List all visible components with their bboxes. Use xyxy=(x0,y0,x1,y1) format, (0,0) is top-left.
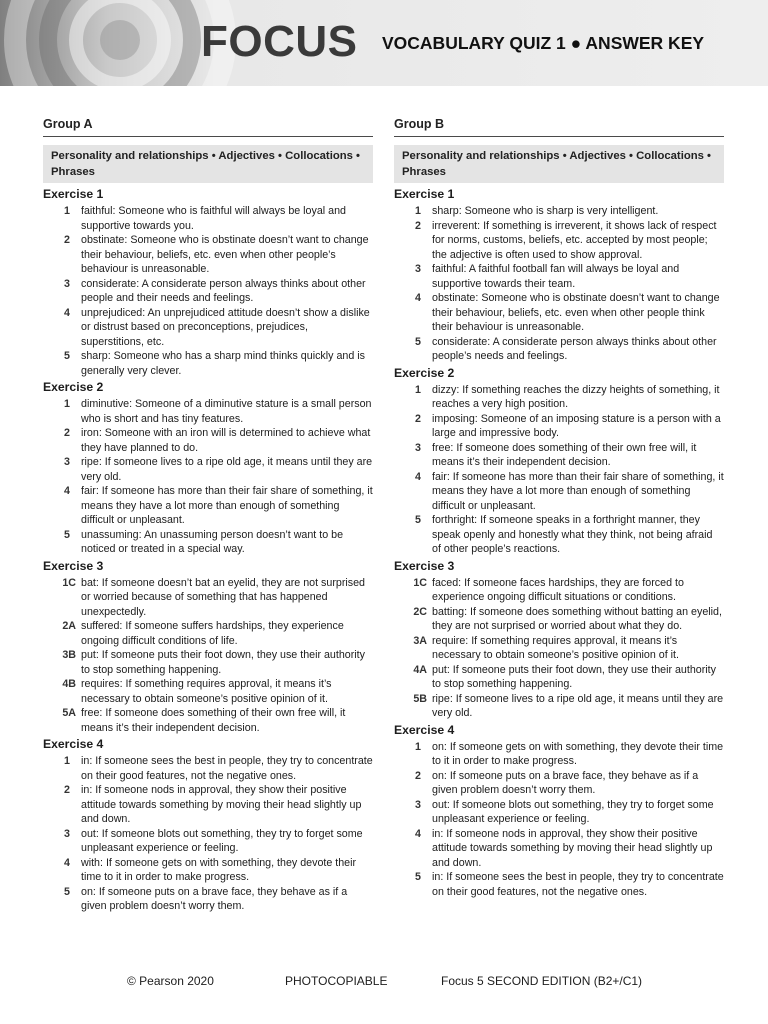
answer-number: 4 xyxy=(415,470,421,483)
answer-item xyxy=(394,383,724,412)
answer-number: 1 xyxy=(415,205,421,217)
answer-number: 4 xyxy=(64,485,70,497)
answer-item xyxy=(394,827,724,871)
answer-list xyxy=(394,204,724,364)
answer-text: unassuming: An unassuming person doesn’t want to be noticed or treated in a special way. xyxy=(81,528,344,555)
answer-number: 2 xyxy=(64,234,70,246)
answer-item xyxy=(394,470,724,514)
answer-text: with: If someone gets on with something, they devote their time to it in order to make progress. xyxy=(81,856,357,883)
answer-item xyxy=(394,692,724,721)
answer-list xyxy=(43,754,373,914)
answer-text: out: If someone blots out something, they try to forget some unpleasant experience or feeling. xyxy=(81,827,363,854)
answer-text: forthright: If someone speaks in a forthright manner, they speak openly and honestly what they think, not being afraid of other people’s reactions. xyxy=(432,514,713,555)
answer-text: ripe: If someone lives to a ripe old age, it means until they are very old. xyxy=(432,692,724,719)
answer-text: dizzy: If something reaches the dizzy heights of something, it reaches a very high position. xyxy=(432,383,720,410)
answer-number: 5 xyxy=(415,335,421,348)
answer-list xyxy=(43,397,373,557)
answer-list xyxy=(43,204,373,378)
answer-number: 3 xyxy=(415,263,421,275)
answer-text: considerate: A considerate person always thinks about other people’s needs and feelings. xyxy=(432,335,717,362)
answer-item xyxy=(394,335,724,364)
answer-item xyxy=(43,484,373,528)
answer-item xyxy=(394,798,724,827)
answer-text: fair: If someone has more than their fair share of something, it means they have a lot more than enough of something difficult or unpleasant. xyxy=(432,470,724,512)
answer-item xyxy=(394,769,724,798)
answer-list xyxy=(394,576,724,721)
exercise-title: Exercise 3 xyxy=(394,558,455,573)
exercise-title: Exercise 2 xyxy=(394,365,455,380)
answer-item xyxy=(43,528,373,557)
answer-list xyxy=(394,383,724,557)
answer-item xyxy=(43,827,373,856)
answer-number: 1 xyxy=(64,205,70,217)
answer-text: in: If someone nods in approval, they show their positive attitude towards something by moving their head slightly up and down. xyxy=(81,784,362,825)
answer-item xyxy=(394,634,724,663)
answer-text: faithful: Someone who is faithful will always be loyal and supportive towards you. xyxy=(81,205,346,232)
answer-text: free: If someone does something of their own free will, it means it’s their independent decision. xyxy=(81,707,346,734)
answer-text: suffered: If someone suffers hardships, they experience ongoing difficult conditions of life. xyxy=(81,620,344,647)
answer-text: diminutive: Someone of a diminutive stature is a small person who is short and has tiny features. xyxy=(81,398,372,425)
answer-item xyxy=(394,204,724,219)
answer-number: 1C xyxy=(62,576,76,589)
answer-text: on: If someone puts on a brave face, they behave as if a given problem doesn’t worry them. xyxy=(432,769,699,796)
answer-item xyxy=(43,885,373,914)
answer-item xyxy=(394,576,724,605)
topic-banner: Personality and relationships • Adjectives • Collocations • Phrases xyxy=(394,145,724,183)
answer-number: 2 xyxy=(415,412,421,425)
answer-number: 2 xyxy=(64,784,70,796)
answer-text: unprejudiced: An unprejudiced attitude doesn’t show a dislike or distrust based on preconceptions, prejudices, superstitions, etc. xyxy=(81,306,370,348)
answer-text: free: If someone does something of their own free will, it means it’s their independent decision. xyxy=(432,441,697,468)
answer-item xyxy=(43,619,373,648)
answer-text: on: If someone puts on a brave face, they behave as if a given problem doesn’t worry them. xyxy=(81,885,348,912)
exercise-title: Exercise 4 xyxy=(394,722,455,737)
answer-text: in: If someone sees the best in people, they try to concentrate on their good features, not the negative ones. xyxy=(432,871,724,898)
answer-number: 5B xyxy=(413,692,427,705)
exercise-title: Exercise 2 xyxy=(43,380,104,394)
answer-item xyxy=(394,412,724,441)
answer-number: 3 xyxy=(64,456,70,468)
answer-number: 5A xyxy=(62,707,76,719)
focus-logo: FOCUS xyxy=(201,17,358,66)
answer-item xyxy=(43,754,373,783)
answer-item xyxy=(394,219,724,263)
group-title: Group B xyxy=(394,117,724,137)
exercise-title: Exercise 1 xyxy=(43,187,104,201)
answer-number: 2 xyxy=(415,769,421,782)
answer-list xyxy=(43,576,373,736)
answer-text: put: If someone puts their foot down, they use their authority to stop something happening. xyxy=(432,663,716,690)
answer-number: 5 xyxy=(415,871,421,883)
answer-item xyxy=(394,441,724,470)
topic-banner: Personality and relationships • Adjectives • Collocations • Phrases xyxy=(43,145,373,183)
answer-text: in: If someone nods in approval, they show their positive attitude towards something by moving their head slightly up and down. xyxy=(432,827,713,869)
answer-number: 2 xyxy=(64,427,70,439)
group-a-column xyxy=(43,117,373,916)
answer-text: sharp: Someone who has a sharp mind thinks quickly and is generally very clever. xyxy=(81,350,365,377)
answer-item xyxy=(43,648,373,677)
answer-item xyxy=(43,204,373,233)
answer-item xyxy=(43,277,373,306)
answer-number: 3 xyxy=(64,827,70,840)
answer-number: 5 xyxy=(64,885,70,898)
answer-text: requires: If something requires approval, it means it’s necessary to obtain someone’s positive opinion of it. xyxy=(81,678,332,705)
answer-list xyxy=(394,740,724,900)
answer-number: 4 xyxy=(64,306,70,319)
answer-number: 1 xyxy=(415,383,421,396)
answer-number: 1C xyxy=(413,576,427,589)
copyright-text: © Pearson 2020 xyxy=(127,974,214,988)
answer-text: faithful: A faithful football fan will always be loyal and supportive towards their team. xyxy=(432,263,680,290)
answer-item xyxy=(394,740,724,769)
page-footer xyxy=(0,974,768,992)
answer-number: 3 xyxy=(415,441,421,454)
answer-number: 3A xyxy=(413,634,427,647)
answer-number: 5 xyxy=(64,350,70,362)
answer-item xyxy=(394,513,724,557)
answer-text: fair: If someone has more than their fair share of something, it means they have a lot more than enough of something difficult or unpleasant. xyxy=(81,485,373,526)
answer-item xyxy=(394,605,724,634)
answer-number: 3 xyxy=(64,277,70,290)
answer-item xyxy=(394,663,724,692)
answer-item xyxy=(43,856,373,885)
answer-text: out: If someone blots out something, they try to forget some unpleasant experience or feeling. xyxy=(432,798,714,825)
answer-text: batting: If someone does something without batting an eyelid, they are not surprised or worried about what they do. xyxy=(432,605,722,632)
answer-number: 3 xyxy=(415,798,421,811)
answer-text: require: If something requires approval, it means it’s necessary to obtain someone’s positive opinion of it. xyxy=(432,634,679,661)
answer-text: bat: If someone doesn’t bat an eyelid, they are not surprised or worried because of something that has happened unexpectedly. xyxy=(81,576,365,618)
answer-item xyxy=(43,706,373,735)
answer-text: considerate: A considerate person always thinks about other people and their needs and feelings. xyxy=(81,277,366,304)
answer-text: in: If someone sees the best in people, they try to concentrate on their good features, not the negative ones. xyxy=(81,755,373,782)
answer-number: 5 xyxy=(415,514,421,526)
answer-number: 2A xyxy=(62,620,76,632)
edition-label: Focus 5 SECOND EDITION (B2+/C1) xyxy=(441,974,643,988)
answer-number: 4A xyxy=(413,663,427,676)
answer-text: faced: If someone faces hardships, they are forced to experience ongoing difficult situations or conditions. xyxy=(432,576,684,603)
page-title: VOCABULARY QUIZ 1 ● ANSWER KEY xyxy=(382,33,705,53)
exercise-title: Exercise 3 xyxy=(43,558,104,573)
group-b-column xyxy=(394,117,724,901)
answer-text: ripe: If someone lives to a ripe old age, it means until they are very old. xyxy=(81,456,373,483)
group-title: Group A xyxy=(43,117,373,137)
answer-item xyxy=(394,870,724,899)
answer-item xyxy=(394,291,724,335)
answer-item xyxy=(394,262,724,291)
answer-number: 2C xyxy=(413,605,427,618)
answer-text: iron: Someone with an iron will is determined to achieve what they have planned to do. xyxy=(81,427,371,454)
answer-item xyxy=(43,349,373,378)
answer-number: 5 xyxy=(64,528,70,541)
answer-text: sharp: Someone who is sharp is very intelligent. xyxy=(432,205,659,217)
answer-text: on: If someone gets on with something, they devote their time to it in order to make progress. xyxy=(432,740,724,767)
answer-text: obstinate: Someone who is obstinate doesn’t want to change their behaviour, beliefs, etc. even when other people think their behaviour is unreasonable. xyxy=(432,292,720,333)
answer-text: obstinate: Someone who is obstinate doesn’t want to change their behaviour, beliefs, etc. even when other people’s behaviour is unreasonable. xyxy=(81,234,369,275)
answer-item xyxy=(43,677,373,706)
answer-number: 3B xyxy=(62,649,76,661)
answer-item xyxy=(43,306,373,350)
answer-number: 1 xyxy=(415,740,421,753)
answer-number: 4B xyxy=(62,678,76,690)
page-header xyxy=(0,0,768,86)
answer-number: 4 xyxy=(64,856,70,869)
exercise-title: Exercise 1 xyxy=(394,187,455,201)
answer-item xyxy=(43,426,373,455)
answer-text: imposing: Someone of an imposing stature is a person with a large and impressive body. xyxy=(432,412,721,439)
answer-number: 4 xyxy=(415,292,421,304)
answer-number: 1 xyxy=(64,755,70,767)
answer-number: 4 xyxy=(415,827,421,840)
answer-item xyxy=(43,397,373,426)
exercise-title: Exercise 4 xyxy=(43,737,104,751)
answer-text: put: If someone puts their foot down, they use their authority to stop something happening. xyxy=(81,649,365,676)
answer-item xyxy=(43,576,373,620)
answer-text: irreverent: If something is irreverent, it shows lack of respect for norms, customs, beliefs, etc. accepted by most people; the adjective is often used to show approval. xyxy=(432,219,717,261)
answer-number: 1 xyxy=(64,398,70,410)
answer-item xyxy=(43,233,373,277)
answer-number: 2 xyxy=(415,219,421,232)
answer-item xyxy=(43,455,373,484)
answer-item xyxy=(43,783,373,827)
photocopiable-label: PHOTOCOPIABLE xyxy=(285,974,388,988)
